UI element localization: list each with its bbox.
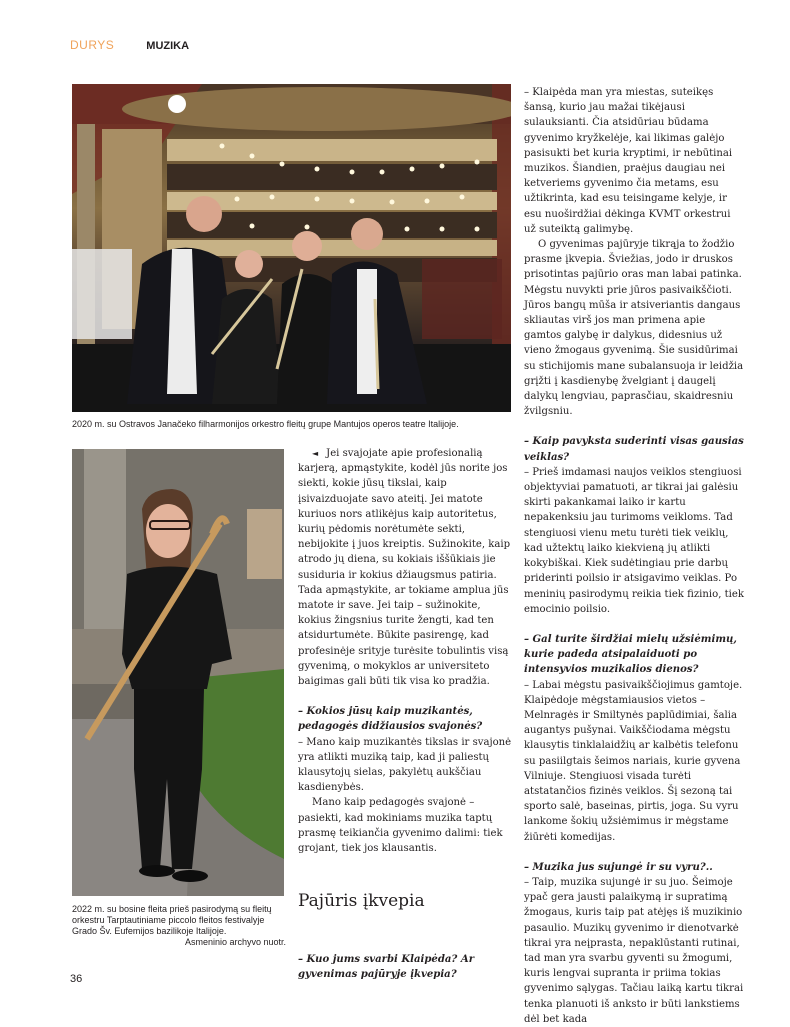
answer-dreams-continued: Mano kaip pedagogės svajonė – pasiekti, kad mokiniams muzika taptų prasmę teikiančia gyvenimo dalimi: tiek grojant, tiek jos klausantis.: [298, 797, 503, 855]
section-subheading: Pajūris įkvepia: [298, 891, 425, 912]
theatre-photo-illustration: [72, 84, 511, 412]
continue-arrow-icon: ◄: [312, 449, 319, 458]
answer-balance: – Prieš imdamasi naujos veiklos stengiuosi objektyviai pamatuoti, ar tikrai jai galėsiu skirti pakankamai laiko ir kartu nepakenksiu jau turimoms veikloms. Tad stengiuosi vienu metu turėti tiek veiklų, kad užtektų laiko kiekvieną jų atlikti kokybiškai. Kiek sudėtingiau prie darbų priderinti poilsio ir atsigavimo veiklas. Po meninių pasirodymų reikia tiek fizinio, tiek emocinio poilsio.: [524, 466, 745, 615]
question-klaipeda: – Kuo jums svarbi Klaipėda? Ar gyvenimas pajūryje įkvepia?: [298, 954, 475, 981]
photo-theatre-flute-group: [72, 84, 511, 412]
photo-bass-flute-portrait: [72, 449, 284, 896]
paragraph-advice-text: Jei svajojate apie profesionalią karjerą, apmąstykite, kodėl jūs norite jos siekti, kokie jūsų tikslai, kaip įsivaizduojate savo ateitį. Jei matote kuriuos nors atlikėjus kaip autoritetus, kurių pėdomis norėtumėte sekti, nebijokite į juos kreiptis. Sužinokite, kaip atrodo jų diena, su kokiais iššūkiais jie susiduria ir kokius džiaugsmus patiria. Tada apmąstykite, ar tokiame amplua jūs matote ir save. Jei taip – sužinokite, kokius žingsnius turite žengti, kad ten atsidurtumėte. Būkite pasirengę, kad profesinėje srityje turėsite tobulintis visą gyvenimą, o mokyklos ar universiteto baigimas gali būti tik visa ko pradžia.: [298, 448, 511, 688]
question-hobbies: – Gal turite širdžiai mielų užsiėmimų, kurie padeda atsipalaiduoti po intensyvios muzikalios dienos?: [524, 633, 737, 676]
photo-credit: Asmeninio archyvo nuotr.: [184, 937, 286, 947]
question-dreams: – Kokios jūsų kaip muzikantės, pedagogės didžiausios svajonės?: [298, 706, 483, 733]
caption-2-text: 2022 m. su bosine fleita prieš pasirodymą su fleitų orkestru Tarptautiniame piccolo fleitos festivalyje Grado Šv. Eufemijos bazilikoje Italijoje.: [72, 904, 272, 936]
question-husband: – Muzika jus sujungė ir su vyru?..: [524, 861, 713, 873]
answer-klaipeda: – Klaipėda man yra miestas, suteikęs šansą, kurio jau mažai tikėjausi sulauksianti. Čia atsidūriau būdama gyvenimo kryžkelėje, kai likimas galėjo pasisukti bet kuria kryptimi, ir nebūtinai muzikos. Šiandien, praėjus daugiau nei ketveriems gyvenimo čia metams, esu užtikrinta, kad esu teisingame kelyje, ir esu nuoširdžiai dėkinga KVMT orkestrui už suteiktą galimybę.: [524, 87, 733, 235]
photo-caption-1: 2020 m. su Ostravos Janačeko filharmonijos orkestro fleitų grupe Mantujos operos teatre Italijoje.: [72, 419, 459, 429]
magazine-brand: DURYS: [70, 38, 115, 52]
article-column-middle: [298, 446, 512, 983]
answer-hobbies: – Labai mėgstu pasivaikščiojimus gamtoje. Klaipėdoje mėgstamiausios vietos – Melnragės ir Smiltynės paplūdimiai, šalia augantys pušynai. Vaikščiodama mėgstu klausytis tinklalaidžių ar kalbėtis telefonu su pasiilgtais šeimos nariais, kurie gyvena Vilniuje. Stengiuosi visada turėti atstatančios fizinės veiklos. Šį sezoną tai sporto salė, baseinas, pirtis, joga. Su vyru lankome šokių užsiėmimus ir mėgstame žiūrėti komedijas.: [524, 679, 743, 843]
answer-klaipeda-continued: O gyvenimas pajūryje tikrąja to žodžio prasme įkvepia. Šviežias, jodo ir druskos prisotintas pajūrio oras man labai patinka. Mėgstu nuvykti prie jūros pasivaikščioti. Jūros bangų mūša ir atsiveriantis dangaus skliautas virš jos man primena apie gamtos galybę ir dalykus, didesnius už vieno žmogaus gyvenimą. Šie susidūrimai su stichijomis mane subalansuoja ir leidžia grįžti į kasdienybę žvelgiant į daugelį dalykų lengviau, paprasčiau, skaidresniu žvilgsniu.: [524, 239, 744, 418]
question-balance: – Kaip pavyksta suderinti visas gausias veiklas?: [524, 436, 744, 463]
section-label: MUZIKA: [146, 40, 190, 52]
page-header: [70, 38, 189, 54]
photo-caption-2: [72, 904, 286, 948]
page-number: 36: [70, 973, 83, 985]
paragraph-advice: [298, 446, 512, 689]
answer-husband: – Taip, muzika sujungė ir su juo. Šeimoje ypač gera jausti palaikymą ir supratimą žmogaus, kuris taip pat atėjęs iš muzikinio pasaulio. Muzikų gyvenimo ir dienotvarkė tikrai yra neįprasta, nepaklūstanti rutinai, tad man yra svarbu gyventi su žmogumi, kuris lengvai supranta ir priima tokias gyvenimo sąlygas. Tačiau laiką kartu tikrai tenka planuoti iš anksto ir būti lankstiems dėl bet kada: [524, 876, 744, 1025]
article-column-right: [524, 85, 744, 1027]
answer-dreams: – Mano kaip muzikantės tikslas ir svajonė yra atlikti muziką taip, kad ji paliestų klausytojų sielas, pakylėtų aukščiau kasdienybės.: [298, 736, 512, 794]
portrait-photo-illustration: [72, 449, 284, 896]
